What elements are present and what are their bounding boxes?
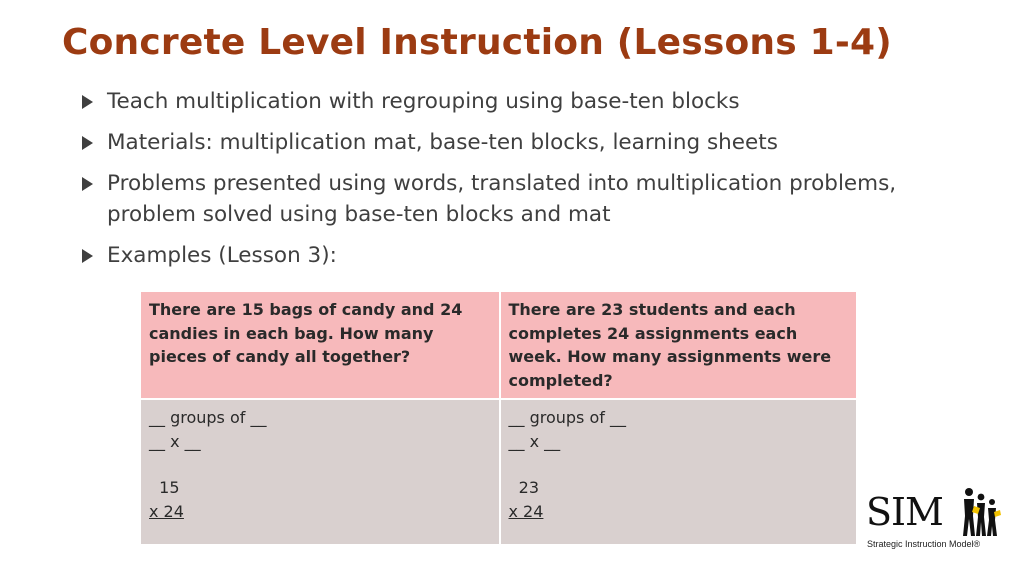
problem-cell-students: There are 23 students and each completes 24 assignments each week. How many assignments were completed?	[499, 292, 857, 398]
logo-tagline: Strategic Instruction Model®	[867, 539, 981, 549]
sim-logo	[862, 484, 1012, 556]
bullet-text: Problems presented using words, translated into multiplication problems, problem solved using base-ten blocks and mat	[107, 171, 897, 227]
bullet-item	[80, 86, 980, 117]
groups-of-blank: __ groups of __	[508, 408, 626, 427]
people-figures-icon	[958, 486, 1002, 538]
bullet-text: Materials: multiplication mat, base-ten blocks, learning sheets	[107, 130, 778, 155]
work-cell-students	[499, 398, 857, 544]
groups-of-blank: __ groups of __	[149, 408, 267, 427]
slide-title: Concrete Level Instruction (Lessons 1-4)	[62, 22, 892, 63]
work-row	[141, 398, 856, 544]
triangle-bullet-icon	[82, 177, 93, 191]
triangle-bullet-icon	[82, 249, 93, 263]
bullet-text: Teach multiplication with regrouping using base-ten blocks	[107, 89, 740, 114]
work-cell-candy	[141, 398, 499, 544]
bullet-item	[80, 168, 980, 230]
triangle-bullet-icon	[82, 136, 93, 150]
bullet-text: Examples (Lesson 3):	[107, 243, 337, 268]
problem-cell-candy: There are 15 bags of candy and 24 candies in each bag. How many pieces of candy all together?	[141, 292, 499, 398]
examples-table	[141, 292, 856, 544]
multiplicand: 23	[508, 478, 540, 497]
spacer	[509, 453, 849, 476]
bullet-item	[80, 240, 980, 271]
times-blank: __ x __	[508, 431, 561, 451]
logo-wordmark: SIM	[866, 490, 943, 534]
triangle-bullet-icon	[82, 95, 93, 109]
multiplicand: 15	[149, 478, 180, 497]
bullet-item	[80, 127, 980, 158]
times-blank: __ x __	[149, 431, 201, 451]
multiplier: x 24	[508, 501, 544, 521]
problem-row	[141, 292, 856, 398]
bullet-list	[80, 86, 980, 281]
spacer	[149, 453, 491, 476]
multiplier: x 24	[149, 501, 184, 521]
